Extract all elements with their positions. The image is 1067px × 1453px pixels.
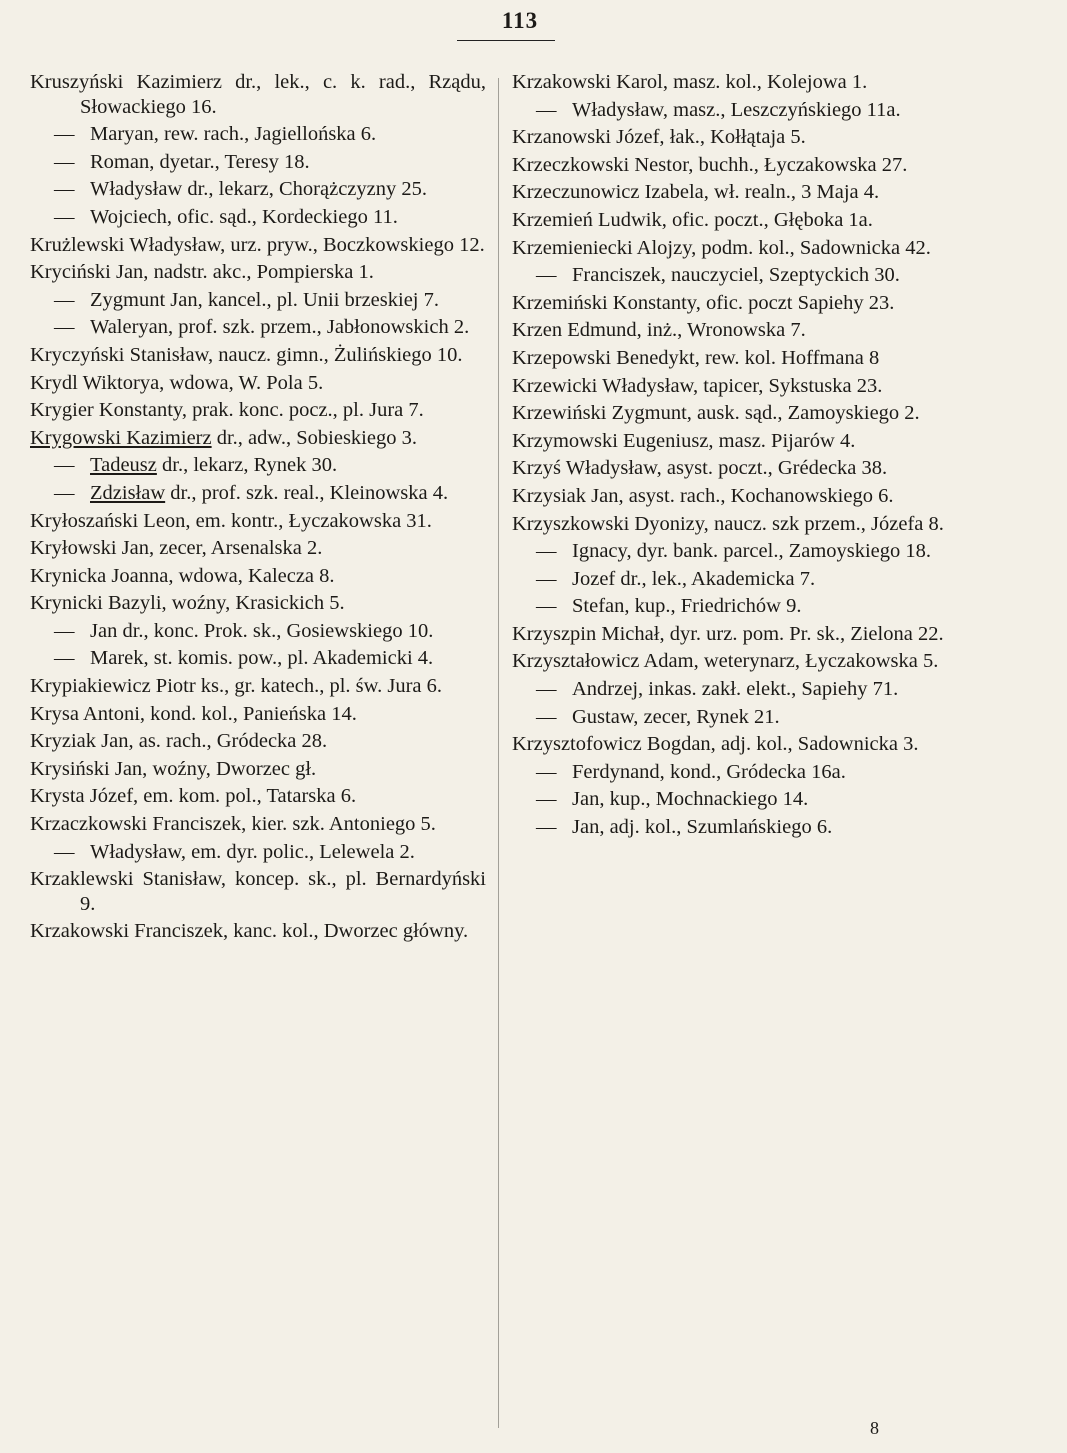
directory-entry xyxy=(512,539,964,564)
entry-details: ausk. sąd., Zamoyskiego 2. xyxy=(697,402,920,425)
directory-entry xyxy=(30,674,486,699)
directory-entry xyxy=(512,429,964,454)
directory-entry xyxy=(30,426,486,451)
directory-entry xyxy=(512,512,964,537)
repeat-dash: — xyxy=(536,98,557,121)
repeat-dash: — xyxy=(54,288,75,311)
entry-details: łak., Kołłątaja 5. xyxy=(669,126,806,149)
entry-details: asyst. rach., Kochanowskiego 6. xyxy=(628,484,894,507)
entry-name: Gustaw, xyxy=(572,705,639,728)
directory-entry xyxy=(30,812,486,837)
directory-entry xyxy=(512,732,964,757)
directory-entry xyxy=(30,453,486,478)
directory-entry xyxy=(30,398,486,423)
entry-details: ofic. sąd., Kordeckiego 11. xyxy=(177,205,398,228)
directory-entry xyxy=(30,757,486,782)
entry-name: Krynicki Bazyli, xyxy=(30,592,167,615)
entry-details: zecer, Rynek 21. xyxy=(643,705,780,728)
signature-mark: 8 xyxy=(870,1418,879,1438)
entry-details: nadstr. akc., Pompierska 1. xyxy=(153,261,374,284)
entry-name: Kruszyński Kazimierz xyxy=(30,71,222,93)
entry-details: zecer, Arsenalska 2. xyxy=(159,537,323,560)
directory-entry xyxy=(512,649,964,674)
entry-name: Krzewiński Zygmunt, xyxy=(512,402,692,425)
directory-entry xyxy=(512,125,964,150)
entry-name: Krzakowski Franciszek, xyxy=(30,920,229,943)
directory-entry xyxy=(30,177,486,202)
repeat-dash: — xyxy=(54,481,75,504)
repeat-dash: — xyxy=(54,647,75,670)
entry-details: buchh., Łyczakowska 27. xyxy=(698,153,908,176)
entry-name: Ignacy, xyxy=(572,540,632,563)
entry-name: Krzaklewski Stanisław, xyxy=(30,868,227,891)
entry-name: Krysiński Jan, xyxy=(30,757,148,780)
entry-name: Stefan, xyxy=(572,595,630,618)
repeat-dash: — xyxy=(536,788,557,811)
entry-name: Waleryan, xyxy=(90,316,174,339)
directory-entry xyxy=(30,481,486,506)
entry-name: Krzepowski Benedykt, xyxy=(512,346,700,369)
entry-name: Krzymowski Eugeniusz, xyxy=(512,429,714,452)
directory-entry xyxy=(512,263,964,288)
entry-name: Krypiakiewicz Piotr xyxy=(30,675,196,698)
entry-details: wdowa, W. Pola 5. xyxy=(169,371,324,394)
repeat-dash: — xyxy=(536,760,557,783)
directory-entry xyxy=(512,180,964,205)
entry-details: tapicer, Sykstuska 23. xyxy=(703,374,883,397)
directory-entry xyxy=(30,591,486,616)
entry-details: prak. konc. pocz., pl. Jura 7. xyxy=(192,399,424,422)
entry-details: dr., lekarz, Chorążczyzny 25. xyxy=(187,178,427,201)
entry-details: kond., Gródecka 16a. xyxy=(669,760,846,783)
entry-name: Kryłowski Jan, xyxy=(30,537,155,560)
entry-details: woźny, Dworzec gł. xyxy=(152,757,317,780)
directory-entry xyxy=(512,705,964,730)
entry-details: naucz. gimn., Żulińskiego 10. xyxy=(218,343,463,366)
entry-name: Maryan, xyxy=(90,123,159,146)
entry-details: dyr. urz. pom. Pr. sk., Zielona 22. xyxy=(669,622,944,645)
directory-entry xyxy=(30,919,486,944)
directory-entry xyxy=(30,371,486,396)
entry-details: ofic. poczt Sapiehy 23. xyxy=(705,291,895,314)
directory-entry xyxy=(30,729,486,754)
entry-details: kancel., pl. Unii brzeskiej 7. xyxy=(207,288,440,311)
entry-details: masz., Leszczyńskiego 11a. xyxy=(673,98,901,121)
entry-name: Krzeczunowicz Izabela, xyxy=(512,181,709,204)
directory-entry xyxy=(30,619,486,644)
entry-details: adj. kol., Sadownicka 3. xyxy=(720,733,919,756)
directory-entry xyxy=(512,787,964,812)
directory-entry xyxy=(512,567,964,592)
entry-name: Zdzisław xyxy=(90,481,166,504)
entry-name: Franciszek, xyxy=(572,264,666,287)
entry-details: kup., Mochnackiego 14. xyxy=(609,788,809,811)
directory-entry xyxy=(512,456,964,481)
repeat-dash: — xyxy=(536,595,557,618)
entry-name: Krzakowski Karol, xyxy=(512,71,668,93)
entry-name: Krzaczkowski Franciszek, xyxy=(30,813,247,836)
entry-details: st. komis. pow., pl. Akademicki 4. xyxy=(153,647,434,670)
entry-details: nauczyciel, Szeptyckich 30. xyxy=(671,264,900,287)
entry-name: Kryziak Jan, xyxy=(30,730,134,753)
directory-entry xyxy=(30,260,486,285)
directory-entry xyxy=(30,205,486,230)
entry-name: Kryłoszański Leon, xyxy=(30,509,191,532)
entry-details: dr., lekarz, Rynek 30. xyxy=(162,454,338,477)
entry-details: rew. kol. Hoffmana 8 xyxy=(705,346,880,369)
directory-entry xyxy=(512,208,964,233)
entry-name: Krzemieniecki Alojzy, xyxy=(512,236,697,259)
entry-name: Ferdynand, xyxy=(572,760,665,783)
repeat-dash: — xyxy=(54,150,75,173)
entry-details: asyst. poczt., Grédecka 38. xyxy=(666,457,888,480)
directory-entry xyxy=(512,815,964,840)
directory-entry xyxy=(30,150,486,175)
entry-details: podm. kol., Sadownicka 42. xyxy=(701,236,931,259)
entry-name: Marek, xyxy=(90,647,149,670)
entry-name: Jan, xyxy=(572,816,605,839)
repeat-dash: — xyxy=(54,454,75,477)
directory-entry xyxy=(512,236,964,261)
repeat-dash: — xyxy=(54,619,75,642)
right-column xyxy=(512,70,964,843)
entry-details: masz. kol., Kolejowa 1. xyxy=(673,71,868,93)
entry-name: Andrzej, xyxy=(572,678,644,701)
entry-name: Władysław, xyxy=(90,840,187,863)
directory-entry xyxy=(30,840,486,865)
entry-details: wdowa, Kalecza 8. xyxy=(178,564,335,587)
directory-entry xyxy=(512,484,964,509)
entry-name: Krzyszpin Michał, xyxy=(512,622,665,645)
repeat-dash: — xyxy=(54,205,75,228)
entry-details: dr., prof. szk. real., Kleinowska 4. xyxy=(170,481,449,504)
entry-details: masz. Pijarów 4. xyxy=(718,429,856,452)
entry-details: urz. pryw., Boczkowskiego 12. xyxy=(230,233,485,256)
directory-entry xyxy=(512,346,964,371)
directory-entry xyxy=(30,70,486,119)
left-column xyxy=(30,70,486,947)
entry-details: em. dyr. polic., Lelewela 2. xyxy=(191,840,415,863)
entry-name: Roman, xyxy=(90,150,155,173)
directory-entry xyxy=(512,98,964,123)
entry-details: woźny, Krasickich 5. xyxy=(171,592,345,615)
repeat-dash: — xyxy=(536,816,557,839)
entry-details: kup., Friedrichów 9. xyxy=(634,595,802,618)
directory-entry xyxy=(30,288,486,313)
directory-entry xyxy=(512,291,964,316)
entry-details: dr., konc. Prok. sk., Gosiewskiego 10. xyxy=(122,619,434,642)
directory-entry xyxy=(30,343,486,368)
repeat-dash: — xyxy=(54,123,75,146)
directory-entry xyxy=(30,315,486,340)
entry-name: Krysta Józef, xyxy=(30,785,139,808)
directory-entry xyxy=(512,594,964,619)
entry-details: dyetar., Teresy 18. xyxy=(159,150,310,173)
repeat-dash: — xyxy=(536,540,557,563)
entry-details: inkas. zakł. elekt., Sapiehy 71. xyxy=(648,678,899,701)
entry-details: dr., adw., Sobieskiego 3. xyxy=(216,426,417,449)
directory-entry xyxy=(512,374,964,399)
entry-details: kond. kol., Panieńska 14. xyxy=(150,702,357,725)
entry-name: Zygmunt Jan, xyxy=(90,288,203,311)
directory-entry xyxy=(30,509,486,534)
entry-details: adj. kol., Szumlańskiego 6. xyxy=(609,816,833,839)
directory-entry xyxy=(512,622,964,647)
entry-name: Krzen Edmund, xyxy=(512,319,642,342)
entry-name: Krygowski Kazimierz xyxy=(30,426,212,449)
directory-entry xyxy=(512,677,964,702)
entry-name: Kryczyński Stanisław, xyxy=(30,343,214,366)
repeat-dash: — xyxy=(54,178,75,201)
directory-entry xyxy=(30,564,486,589)
entry-name: Krzeczkowski Nestor, xyxy=(512,153,694,176)
directory-entry xyxy=(30,233,486,258)
entry-name: Jan, xyxy=(572,788,605,811)
entry-details: prof. szk. przem., Jabłonowskich 2. xyxy=(178,316,470,339)
entry-name: Krygier Konstanty, xyxy=(30,399,187,422)
entry-details: wł. realn., 3 Maja 4. xyxy=(714,181,880,204)
entry-details: koncep. sk., pl. Bernardyński 9. xyxy=(80,868,487,915)
directory-entry xyxy=(30,646,486,671)
entry-name: Krydl Wiktorya, xyxy=(30,371,165,394)
directory-entry xyxy=(512,70,964,95)
repeat-dash: — xyxy=(536,678,557,701)
entry-name: Krużlewski Władysław, xyxy=(30,233,226,256)
entry-details: as. rach., Gródecka 28. xyxy=(138,730,328,753)
entry-name: Krynicka Joanna, xyxy=(30,564,174,587)
entry-name: Kryciński Jan, xyxy=(30,261,149,284)
column-divider xyxy=(498,78,499,1428)
directory-entry xyxy=(30,536,486,561)
page-number: 113 xyxy=(501,8,539,33)
entry-details: dr., lek., c. k. rad., Rządu, Słowackiego 16. xyxy=(80,71,487,118)
entry-name: Władysław xyxy=(90,178,183,201)
entry-name: Krzyształowicz Adam, xyxy=(512,650,699,673)
entry-details: inż., Wronowska 7. xyxy=(646,319,806,342)
entry-name: Krzyś Władysław, xyxy=(512,457,662,480)
entry-name: Krzysiak Jan, xyxy=(512,484,624,507)
entry-name: Tadeusz xyxy=(90,454,157,477)
directory-entry xyxy=(512,401,964,426)
entry-details: kier. szk. Antoniego 5. xyxy=(251,813,436,836)
entry-details: rew. rach., Jagiellońska 6. xyxy=(164,123,377,146)
entry-details: ks., gr. katech., pl. św. Jura 6. xyxy=(200,675,443,698)
entry-details: ofic. poczt., Głęboka 1a. xyxy=(671,208,873,231)
entry-name: Jan xyxy=(90,619,118,642)
repeat-dash: — xyxy=(536,567,557,590)
entry-name: Krzyszkowski Dyonizy, xyxy=(512,512,709,535)
entry-name: Krzemień Ludwik, xyxy=(512,208,667,231)
repeat-dash: — xyxy=(54,840,75,863)
directory-entry xyxy=(512,760,964,785)
directory-entry xyxy=(30,867,486,916)
entry-details: kanc. kol., Dworzec główny. xyxy=(233,920,469,943)
header-rule xyxy=(457,40,555,41)
directory-entry xyxy=(30,122,486,147)
entry-name: Krzewicki Władysław, xyxy=(512,374,699,397)
repeat-dash: — xyxy=(54,316,75,339)
entry-name: Jozef xyxy=(572,567,616,590)
entry-name: Krzysztofowicz Bogdan, xyxy=(512,733,716,756)
entry-details: dyr. bank. parcel., Zamoyskiego 18. xyxy=(636,540,932,563)
entry-name: Krzanowski Józef, xyxy=(512,126,665,149)
directory-entry xyxy=(30,784,486,809)
entry-details: em. kontr., Łyczakowska 31. xyxy=(195,509,432,532)
entry-details: dr., lek., Akademicka 7. xyxy=(620,567,816,590)
entry-name: Krzemiński Konstanty, xyxy=(512,291,701,314)
entry-details: naucz. szk przem., Józefa 8. xyxy=(713,512,944,535)
repeat-dash: — xyxy=(536,705,557,728)
repeat-dash: — xyxy=(536,264,557,287)
directory-entry xyxy=(512,153,964,178)
entry-name: Wojciech, xyxy=(90,205,173,228)
entry-details: weterynarz, Łyczakowska 5. xyxy=(703,650,939,673)
entry-name: Krysa Antoni, xyxy=(30,702,146,725)
directory-entry xyxy=(512,318,964,343)
directory-entry xyxy=(30,702,486,727)
entry-details: em. kom. pol., Tatarska 6. xyxy=(143,785,357,808)
entry-name: Władysław, xyxy=(572,98,669,121)
